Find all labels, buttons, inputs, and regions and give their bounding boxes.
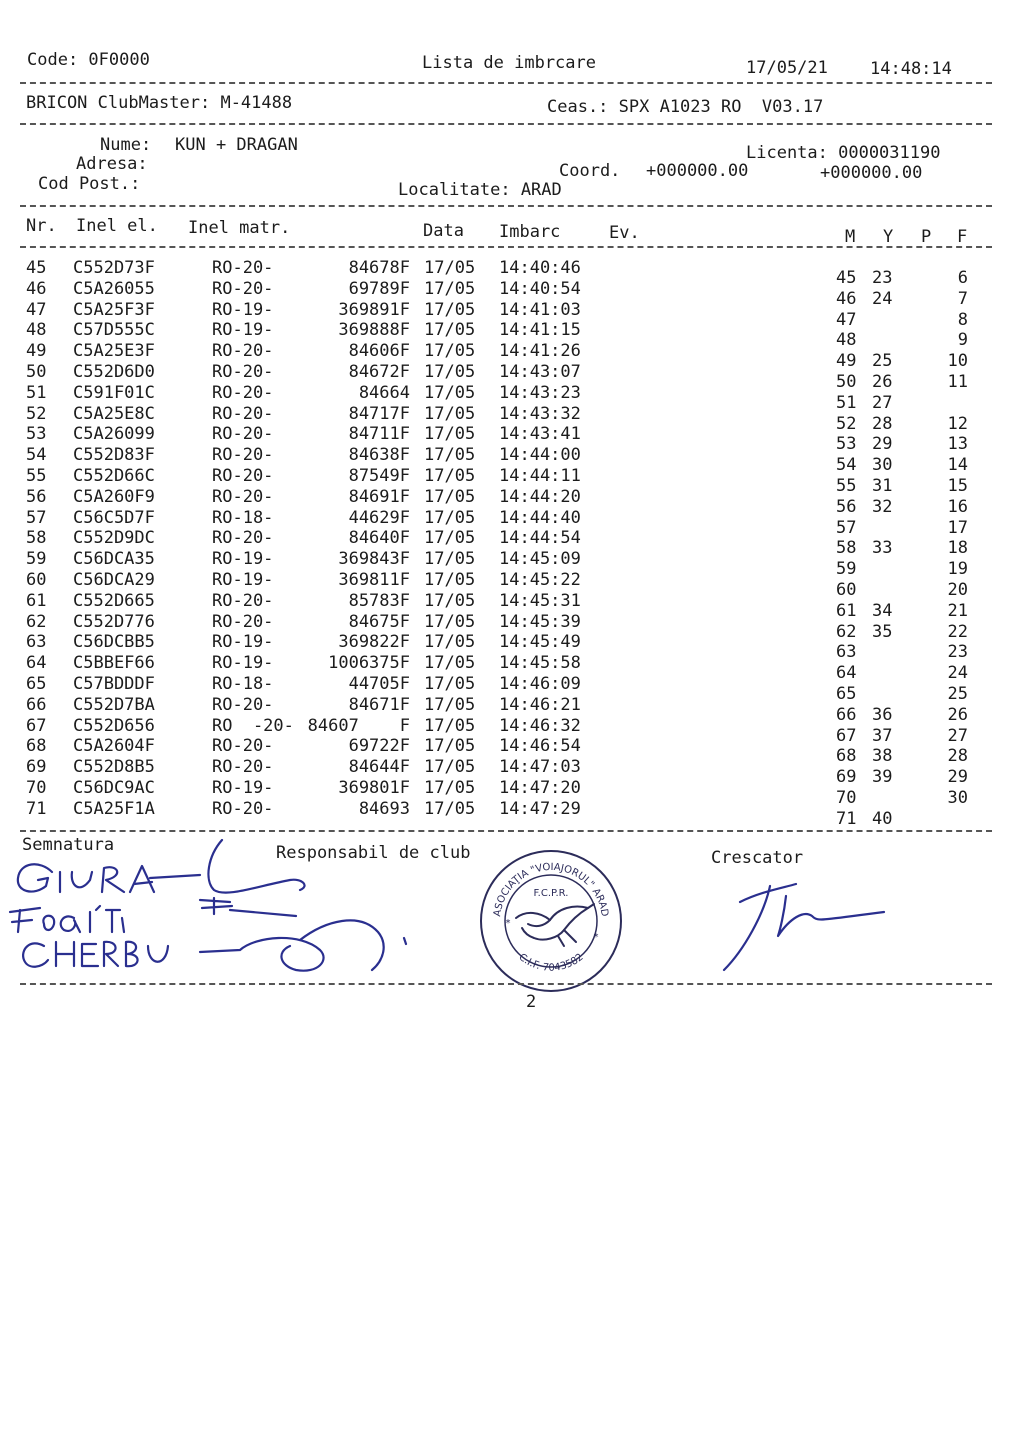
row-m: 47 (836, 310, 857, 330)
row-inel-el: C552D66C (73, 466, 155, 486)
row-m: 51 (836, 393, 857, 413)
row-time: 14:41:15 (499, 320, 581, 340)
coord-long: +000000.00 (820, 163, 923, 183)
row-date: 17/05 (424, 736, 476, 756)
row-ring-number: 369811F (338, 570, 410, 590)
row-inel-el: C57D555C (73, 320, 155, 340)
row-m: 58 (836, 538, 857, 558)
svg-text:*: * (593, 932, 599, 943)
col-data: Data (423, 221, 464, 241)
page-number: 2 (526, 992, 537, 1012)
row-inel-el: C591F01C (73, 383, 155, 403)
row-date: 17/05 (424, 632, 476, 652)
row-ring-prefix: RO-20- (212, 258, 274, 278)
svg-text:C.I.F. 7043582 (516, 952, 585, 974)
row-ring-number: 84675F (348, 612, 410, 632)
row-f: 14 (947, 455, 968, 475)
stamp-association-name: ASOCIAŢIA "VOIAJORUL" ARAD (492, 861, 610, 918)
row-time: 14:43:32 (499, 404, 581, 424)
row-inel-el: C5A25F1A (73, 799, 155, 819)
pigeon-icon (516, 904, 594, 946)
row-time: 14:44:54 (499, 528, 581, 548)
row-f: 8 (957, 310, 968, 330)
row-nr: 50 (26, 362, 47, 382)
breeder-label: Crescator (711, 848, 804, 868)
row-y: 35 (872, 622, 893, 642)
row-nr: 57 (26, 508, 47, 528)
row-f: 27 (947, 726, 968, 746)
col-nr: Nr. (26, 216, 57, 236)
row-ring-prefix: RO-20- (212, 799, 274, 819)
row-ring-prefix: RO-20- (212, 487, 274, 507)
row-ring-prefix: RO-20- (212, 466, 274, 486)
row-y: 34 (872, 601, 893, 621)
row-ring-number: 84717F (348, 404, 410, 424)
license-number: Licenta: 0000031190 (746, 143, 941, 163)
row-time: 14:45:09 (499, 549, 581, 569)
row-inel-el: C57BDDDF (73, 674, 155, 694)
row-inel-el: C5A260F9 (73, 487, 155, 507)
row-f: 12 (947, 414, 968, 434)
row-nr: 64 (26, 653, 47, 673)
row-ring-prefix: RO-20- (212, 591, 274, 611)
row-date: 17/05 (424, 341, 476, 361)
divider (20, 123, 992, 125)
row-date: 17/05 (424, 757, 476, 777)
row-ring-number: 84664 (358, 383, 410, 403)
row-m: 68 (836, 746, 857, 766)
row-m: 53 (836, 434, 857, 454)
row-inel-el: C56C5D7F (73, 508, 155, 528)
row-m: 54 (836, 455, 857, 475)
col-ev: Ev. (609, 223, 640, 243)
row-f: 16 (947, 497, 968, 517)
row-time: 14:47:20 (499, 778, 581, 798)
row-m: 52 (836, 414, 857, 434)
row-m: 66 (836, 705, 857, 725)
row-m: 63 (836, 642, 857, 662)
row-f: 20 (947, 580, 968, 600)
stamp-cif: C.I.F. 7043582 (516, 951, 586, 974)
divider (20, 983, 992, 985)
row-date: 17/05 (424, 362, 476, 382)
row-ring-number: 69789F (348, 279, 410, 299)
row-inel-el: C5A25F3F (73, 300, 155, 320)
table-row (0, 736, 1024, 766)
row-nr: 63 (26, 632, 47, 652)
row-nr: 55 (26, 466, 47, 486)
row-ring-prefix: RO-20- (212, 528, 274, 548)
row-nr: 69 (26, 757, 47, 777)
row-time: 14:43:07 (499, 362, 581, 382)
row-m: 65 (836, 684, 857, 704)
row-f: 24 (947, 663, 968, 683)
svg-text:*: * (505, 918, 511, 929)
row-nr: 58 (26, 528, 47, 548)
row-nr: 48 (26, 320, 47, 340)
row-f: 25 (947, 684, 968, 704)
coord-lat: +000000.00 (646, 161, 749, 181)
col-y: Y (883, 227, 894, 247)
row-m: 60 (836, 580, 857, 600)
row-date: 17/05 (424, 591, 476, 611)
row-time: 14:44:11 (499, 466, 581, 486)
row-ring-number: 369888F (338, 320, 410, 340)
row-time: 14:43:41 (499, 424, 581, 444)
row-ring-prefix: RO-18- (212, 508, 274, 528)
row-nr: 66 (26, 695, 47, 715)
row-ring-prefix: RO-20- (212, 757, 274, 777)
row-time: 14:45:39 (499, 612, 581, 632)
row-f: 10 (947, 351, 968, 371)
row-ring-prefix: RO-20- (212, 445, 274, 465)
row-time: 14:44:00 (499, 445, 581, 465)
row-y: 38 (872, 746, 893, 766)
row-y: 32 (872, 497, 893, 517)
row-time: 14:45:58 (499, 653, 581, 673)
row-ring-prefix: RO-19- (212, 653, 274, 673)
row-inel-el: C56DC9AC (73, 778, 155, 798)
row-y: 27 (872, 393, 893, 413)
row-f: 9 (957, 330, 968, 350)
row-ring-number: 84638F (348, 445, 410, 465)
row-inel-el: C5A25E3F (73, 341, 155, 361)
row-m: 49 (836, 351, 857, 371)
row-ring-prefix: RO-19- (212, 570, 274, 590)
row-ring-prefix: RO-20- (212, 404, 274, 424)
row-y: 31 (872, 476, 893, 496)
row-ring-prefix: RO-20- (212, 383, 274, 403)
table-row (0, 445, 1024, 475)
table-row (0, 695, 1024, 725)
row-m: 69 (836, 767, 857, 787)
divider (20, 205, 992, 207)
table-row (0, 341, 1024, 371)
row-ring-number: 84671F (348, 695, 410, 715)
row-inel-el: C552D83F (73, 445, 155, 465)
club-responsible-label: Responsabil de club (276, 843, 471, 863)
table-row (0, 799, 1024, 829)
row-time: 14:46:09 (499, 674, 581, 694)
row-m: 57 (836, 518, 857, 538)
locality: Localitate: ARAD (398, 180, 562, 200)
row-ring-number: 44705F (348, 674, 410, 694)
row-ring-number: 84672F (348, 362, 410, 382)
table-row (0, 674, 1024, 704)
row-f: 23 (947, 642, 968, 662)
row-y: 29 (872, 434, 893, 454)
row-y: 28 (872, 414, 893, 434)
row-ring-number: 84644F (348, 757, 410, 777)
row-date: 17/05 (424, 674, 476, 694)
row-date: 17/05 (424, 778, 476, 798)
row-ring-number: 369843F (338, 549, 410, 569)
row-ring-number: 69722F (348, 736, 410, 756)
row-time: 14:47:03 (499, 757, 581, 777)
table-row (0, 757, 1024, 787)
row-y: 37 (872, 726, 893, 746)
row-nr: 65 (26, 674, 47, 694)
row-f: 30 (947, 788, 968, 808)
row-f: 6 (957, 268, 968, 288)
divider (20, 246, 992, 248)
row-f: 15 (947, 476, 968, 496)
club-master: BRICON ClubMaster: M-41488 (26, 93, 293, 113)
col-f: F (957, 227, 968, 247)
row-time: 14:45:22 (499, 570, 581, 590)
row-ring-number: 1006375F (328, 653, 410, 673)
row-nr: 59 (26, 549, 47, 569)
row-y: 25 (872, 351, 893, 371)
table-row (0, 279, 1024, 309)
row-ring-number: 84711F (348, 424, 410, 444)
row-ring-prefix: RO-19- (212, 632, 274, 652)
stamp-federation: F.C.P.R. (533, 888, 569, 899)
row-ring-prefix: RO-20- (212, 341, 274, 361)
row-ring-number: 87549F (348, 466, 410, 486)
row-inel-el: C552D9DC (73, 528, 155, 548)
row-ring-number: 84678F (348, 258, 410, 278)
table-row (0, 570, 1024, 600)
row-time: 14:40:46 (499, 258, 581, 278)
row-nr: 54 (26, 445, 47, 465)
document-title: Lista de imbrcare (422, 53, 596, 73)
row-inel-el: C552D776 (73, 612, 155, 632)
row-time: 14:46:32 (499, 716, 581, 736)
row-date: 17/05 (424, 320, 476, 340)
row-inel-el: C56DCA35 (73, 549, 155, 569)
row-time: 14:47:29 (499, 799, 581, 819)
row-nr: 68 (26, 736, 47, 756)
row-ring-prefix: RO-20- (212, 279, 274, 299)
row-m: 70 (836, 788, 857, 808)
row-ring-prefix: RO-20- (212, 424, 274, 444)
row-time: 14:41:03 (499, 300, 581, 320)
row-nr: 70 (26, 778, 47, 798)
table-row (0, 320, 1024, 350)
row-time: 14:46:54 (499, 736, 581, 756)
row-ring-prefix: RO-19- (212, 778, 274, 798)
row-date: 17/05 (424, 695, 476, 715)
row-y: 33 (872, 538, 893, 558)
row-y: 24 (872, 289, 893, 309)
name-label: Nume: (100, 135, 152, 155)
table-row (0, 383, 1024, 413)
address-label: Adresa: (76, 154, 148, 174)
row-date: 17/05 (424, 799, 476, 819)
print-date: 17/05/21 (746, 58, 828, 78)
row-date: 17/05 (424, 300, 476, 320)
row-inel-el: C5A26055 (73, 279, 155, 299)
row-f: 21 (947, 601, 968, 621)
row-inel-el: C552D656 (73, 716, 155, 736)
row-nr: 53 (26, 424, 47, 444)
table-row (0, 653, 1024, 683)
row-f: 17 (947, 518, 968, 538)
row-y: 39 (872, 767, 893, 787)
row-ring-number: 85783F (348, 591, 410, 611)
table-row (0, 466, 1024, 496)
coord-label: Coord. (559, 161, 621, 181)
row-nr: 49 (26, 341, 47, 361)
row-f: 11 (947, 372, 968, 392)
signature-label: Semnatura (22, 835, 115, 855)
row-m: 64 (836, 663, 857, 683)
row-ring-number: 369801F (338, 778, 410, 798)
row-ring-number: 84640F (348, 528, 410, 548)
divider (20, 82, 992, 84)
row-ring-number: 84693 (358, 799, 410, 819)
row-time: 14:46:21 (499, 695, 581, 715)
row-nr: 56 (26, 487, 47, 507)
row-inel-el: C56DCA29 (73, 570, 155, 590)
owner-name: KUN + DRAGAN (175, 135, 298, 155)
association-stamp (478, 848, 624, 994)
row-inel-el: C5BBEF66 (73, 653, 155, 673)
row-m: 55 (836, 476, 857, 496)
row-y: 30 (872, 455, 893, 475)
table-row (0, 424, 1024, 454)
row-time: 14:44:20 (499, 487, 581, 507)
row-ring-prefix: RO-19- (212, 300, 274, 320)
row-inel-el: C5A26099 (73, 424, 155, 444)
row-nr: 61 (26, 591, 47, 611)
row-date: 17/05 (424, 570, 476, 590)
row-date: 17/05 (424, 258, 476, 278)
row-m: 48 (836, 330, 857, 350)
print-time: 14:48:14 (870, 59, 952, 79)
row-y: 36 (872, 705, 893, 725)
row-y: 40 (872, 809, 893, 829)
row-f: 22 (947, 622, 968, 642)
row-nr: 45 (26, 258, 47, 278)
row-ring-prefix: RO-20- (212, 695, 274, 715)
row-ring-number: 84606F (348, 341, 410, 361)
row-f: 18 (947, 538, 968, 558)
row-ring-prefix: RO-20- (212, 612, 274, 632)
row-m: 59 (836, 559, 857, 579)
row-ring-number: 84607 F (307, 716, 410, 736)
row-m: 46 (836, 289, 857, 309)
row-m: 71 (836, 809, 857, 829)
col-inel-el: Inel el. (76, 216, 158, 236)
table-row (0, 778, 1024, 808)
row-ring-prefix: RO-18- (212, 674, 274, 694)
row-ring-prefix: RO-20- (212, 362, 274, 382)
row-ring-number: 84691F (348, 487, 410, 507)
row-inel-el: C56DCBB5 (73, 632, 155, 652)
row-date: 17/05 (424, 549, 476, 569)
row-m: 61 (836, 601, 857, 621)
row-date: 17/05 (424, 279, 476, 299)
table-row (0, 362, 1024, 392)
row-nr: 71 (26, 799, 47, 819)
row-ring-number: 369891F (338, 300, 410, 320)
row-date: 17/05 (424, 383, 476, 403)
row-inel-el: C5A25E8C (73, 404, 155, 424)
table-row (0, 632, 1024, 662)
row-y: 23 (872, 268, 893, 288)
row-time: 14:43:23 (499, 383, 581, 403)
row-date: 17/05 (424, 653, 476, 673)
row-time: 14:44:40 (499, 508, 581, 528)
row-m: 67 (836, 726, 857, 746)
col-inel-matr: Inel matr. (188, 218, 291, 238)
row-m: 50 (836, 372, 857, 392)
row-nr: 60 (26, 570, 47, 590)
row-ring-prefix: RO-19- (212, 320, 274, 340)
row-inel-el: C552D665 (73, 591, 155, 611)
col-imbarc: Imbarc (499, 222, 561, 242)
row-time: 14:40:54 (499, 279, 581, 299)
row-y: 26 (872, 372, 893, 392)
table-row (0, 258, 1024, 288)
table-row (0, 487, 1024, 517)
row-nr: 62 (26, 612, 47, 632)
row-ring-number: 44629F (348, 508, 410, 528)
table-row (0, 591, 1024, 621)
row-ring-prefix: RO-19- (212, 549, 274, 569)
row-date: 17/05 (424, 612, 476, 632)
code-label: Code: 0F0000 (27, 50, 150, 70)
row-nr: 51 (26, 383, 47, 403)
table-row (0, 549, 1024, 579)
row-inel-el: C552D73F (73, 258, 155, 278)
row-f: 19 (947, 559, 968, 579)
postcode-label: Cod Post.: (38, 174, 141, 194)
row-nr: 52 (26, 404, 47, 424)
row-inel-el: C5A2604F (73, 736, 155, 756)
row-m: 62 (836, 622, 857, 642)
row-ring-prefix: RO -20- (212, 716, 294, 736)
row-inel-el: C552D7BA (73, 695, 155, 715)
row-date: 17/05 (424, 445, 476, 465)
row-f: 28 (947, 746, 968, 766)
row-date: 17/05 (424, 716, 476, 736)
row-time: 14:41:26 (499, 341, 581, 361)
row-m: 45 (836, 268, 857, 288)
col-p: P (921, 227, 932, 247)
row-inel-el: C552D8B5 (73, 757, 155, 777)
row-f: 29 (947, 767, 968, 787)
row-f: 26 (947, 705, 968, 725)
row-ring-number: 369822F (338, 632, 410, 652)
row-f: 13 (947, 434, 968, 454)
row-date: 17/05 (424, 528, 476, 548)
row-ring-prefix: RO-20- (212, 736, 274, 756)
row-m: 56 (836, 497, 857, 517)
row-nr: 47 (26, 300, 47, 320)
row-f: 7 (957, 289, 968, 309)
row-nr: 46 (26, 279, 47, 299)
row-time: 14:45:31 (499, 591, 581, 611)
handwritten-signatures (0, 820, 440, 980)
row-date: 17/05 (424, 404, 476, 424)
row-date: 17/05 (424, 508, 476, 528)
row-date: 17/05 (424, 487, 476, 507)
clock-info: Ceas.: SPX A1023 RO V03.17 (547, 97, 824, 117)
row-inel-el: C552D6D0 (73, 362, 155, 382)
col-m: M (845, 227, 856, 247)
row-date: 17/05 (424, 466, 476, 486)
row-nr: 67 (26, 716, 47, 736)
table-row (0, 528, 1024, 558)
row-time: 14:45:49 (499, 632, 581, 652)
row-date: 17/05 (424, 424, 476, 444)
breeder-signature (700, 870, 900, 980)
